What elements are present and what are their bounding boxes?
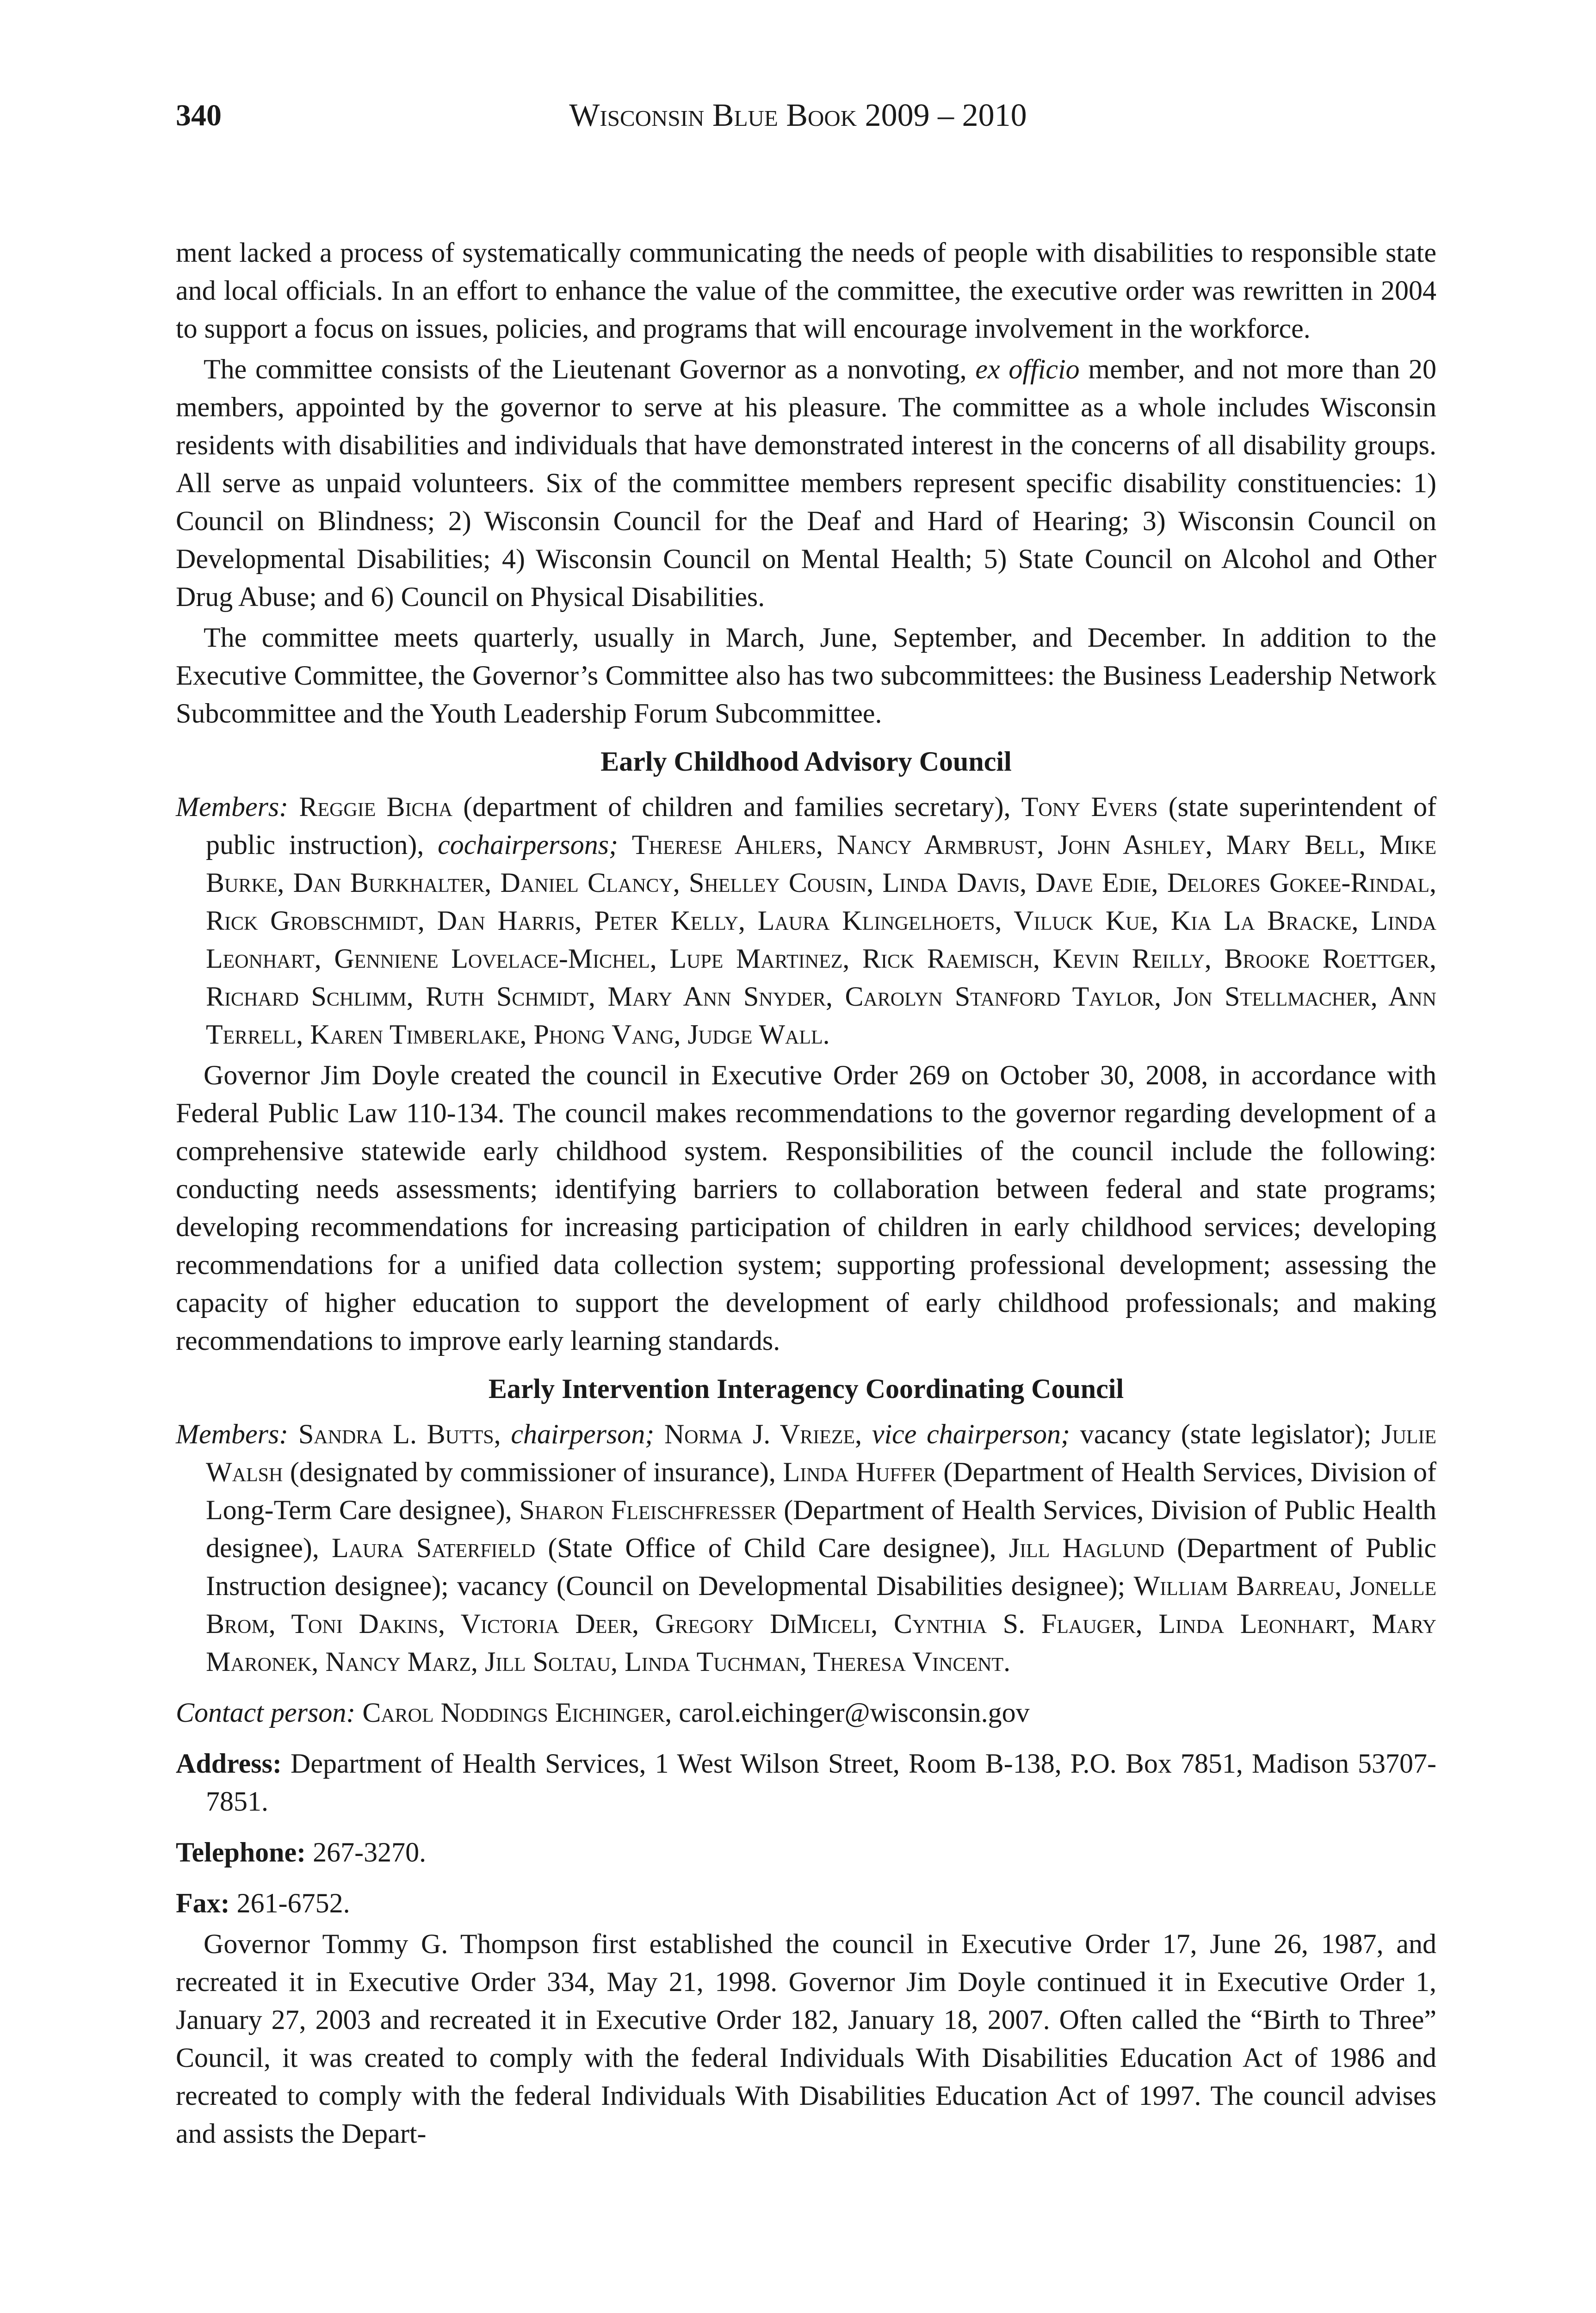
member-role: (state superintendent of public instruction), [206, 792, 1437, 860]
contact-name: Carol Noddings Eichinger, [362, 1697, 672, 1728]
address-label: Address: [176, 1748, 282, 1779]
contact-email: carol.eichinger@wisconsin.gov [679, 1697, 1030, 1728]
intro-paragraph-3: The committee meets quarterly, usually in March, June, September, and December. In addition to the Executive Committee, the Governor’s Committee also has two subcommittees: the Business Leadership Network Subcommittee and the Youth Leadership Forum Subcommittee. [176, 622, 1436, 729]
telephone [176, 1833, 1436, 1871]
member-name: Julie Walsh [206, 1419, 1437, 1487]
page-number: 340 [176, 99, 222, 132]
body-text [176, 234, 1436, 2155]
ecac-description: Governor Jim Doyle created the council in Executive Order 269 on October 30, 2008, in accordance with Federal Public Law 110-134. The council makes recommendations to the governor regarding development of a comprehensive statewide early childhood system. Responsibilities of the council include the following: conducting needs assessments; identifying barriers to collaboration between federal and state programs; developing recommendations for increasing participation of children in early childhood services; developing recommendations for a unified data collection system; supporting professional development; assessing the capacity of higher education to support the development of early childhood professionals; and making recommendations to improve early learning standards. [176, 1060, 1436, 1356]
fax [176, 1884, 1436, 1922]
member-name: Tony Evers [1021, 792, 1158, 822]
ecac-heading: Early Childhood Advisory Council [600, 746, 1012, 777]
member-name: Linda Huffer [783, 1457, 936, 1487]
fax-value: 261-6752. [236, 1888, 350, 1918]
text-run: member, and not more than 20 members, appointed by the governor to serve at his pleasure. The committee as a whole includes Wisconsin residents with disabilities and individuals that have demonstrated interest in the concerns of all disability groups. All serve as unpaid volunteers. Six of the committee members represent specific disability constituencies: 1) Council on Blindness; 2) Wisconsin Council for the Deaf and Hard of Hearing; 3) Wisconsin Council on Developmental Disabilities; 4) Wisconsin Council on Mental Health; 5) State Council on Alcohol and Other Drug Abuse; and 6) Council on Physical Disabilities. [176, 354, 1437, 612]
eiicc-description: Governor Tommy G. Thompson first established the council in Executive Order 17, June 26, 1987, and recreated it in Executive Order 334, May 21, 1998. Governor Jim Doyle continued it in Executive Order 1, January 27, 2003 and recreated it in Executive Order 182, January 18, 2007. Often called the “Birth to Three” Council, it was created to comply with the federal Individuals With Disabilities Education Act of 1986 and recreated to comply with the federal Individuals With Disabilities Education Act of 1997. The council advises and assists the Depart- [176, 1929, 1436, 2149]
cochairpersons-label: cochairpersons; [438, 829, 619, 860]
member-role: chairperson; [511, 1419, 655, 1449]
text-run: (Department of Health Services, Division of Long-Term Care designee), [206, 1457, 1436, 1525]
member-role: vice chairperson; [872, 1419, 1070, 1449]
eiicc-heading: Early Intervention Interagency Coordinating Council [488, 1373, 1124, 1404]
text-run: (Department of Public Instruction designee); vacancy (Council on Developmental Disabilities designee); [206, 1533, 1437, 1601]
member-role: (department of children and families secretary), [463, 792, 1011, 822]
member-list: Therese Ahlers, Nancy Armbrust, John Ashley, Mary Bell, Mike Burke, Dan Burkhalter, Daniel Clancy, Shelley Cousin, Linda Davis, Dave Edie, Delores Gokee-Rindal, Rick Grobschmidt, Dan Harris, Peter Kelly, Laura Klingelhoets, Viluck Kue, Kia La Bracke, Linda Leonhart, Genniene Lovelace-Michel, Lupe Martinez, Rick Raemisch, Kevin Reilly, Brooke Roettger, Richard Schlimm, Ruth Schmidt, Mary Ann Snyder, Carolyn Stanford Taylor, Jon Stellmacher, Ann Terrell, Karen Timberlake, Phong Vang, Judge Wall. [206, 829, 1437, 1050]
member-name: Laura Saterfield [332, 1533, 536, 1563]
text-run: vacancy (state legislator); [1080, 1419, 1372, 1449]
contact-person [176, 1694, 1436, 1732]
text-run: The committee consists of the Lieutenant Governor as a nonvoting, [204, 354, 967, 384]
ecac-members [176, 788, 1436, 1053]
member-name: Jill Haglund [1008, 1533, 1165, 1563]
telephone-value: 267-3270. [313, 1837, 427, 1868]
contact-label: Contact person: [176, 1697, 356, 1728]
member-name: Reggie Bicha [299, 792, 453, 822]
ex-officio-term: ex officio [975, 354, 1080, 384]
intro-paragraph-1: ment lacked a process of systematically communicating the needs of people with disabilities to responsible state and local officials. In an effort to enhance the value of the committee, the executive order was rewritten in 2004 to support a focus on issues, policies, and programs that will encourage involvement in the workforce. [176, 237, 1436, 344]
eiicc-members [176, 1415, 1436, 1681]
fax-label: Fax: [176, 1888, 230, 1918]
running-header [0, 95, 1596, 136]
address-value: Department of Health Services, 1 West Wilson Street, Room B-138, P.O. Box 7851, Madison 53707-7851. [206, 1748, 1437, 1817]
member-list: William Barreau, Jonelle Brom, Toni Dakins, Victoria Deer, Gregory DiMiceli, Cynthia S. Flauger, Linda Leonhart, Mary Maronek, Nancy Marz, Jill Soltau, Linda Tuchman, Theresa Vincent. [206, 1571, 1436, 1677]
member-name: Sharon Fleischfresser [519, 1495, 777, 1525]
members-label: Members: [176, 1419, 289, 1449]
address [176, 1744, 1436, 1820]
members-label: Members: [176, 792, 289, 822]
text-run: (State Office of Child Care designee), [548, 1533, 996, 1563]
member-name: Sandra L. Butts, [298, 1419, 501, 1449]
member-name: Norma J. Vrieze, [664, 1419, 862, 1449]
text-run: (designated by commissioner of insurance), [290, 1457, 776, 1487]
intro-paragraph-2 [176, 350, 1436, 616]
text-run: (Department of Health Services, Division of Public Health designee), [206, 1495, 1437, 1563]
book-title: Wisconsin Blue Book 2009 – 2010 [569, 98, 1027, 133]
telephone-label: Telephone: [176, 1837, 306, 1868]
